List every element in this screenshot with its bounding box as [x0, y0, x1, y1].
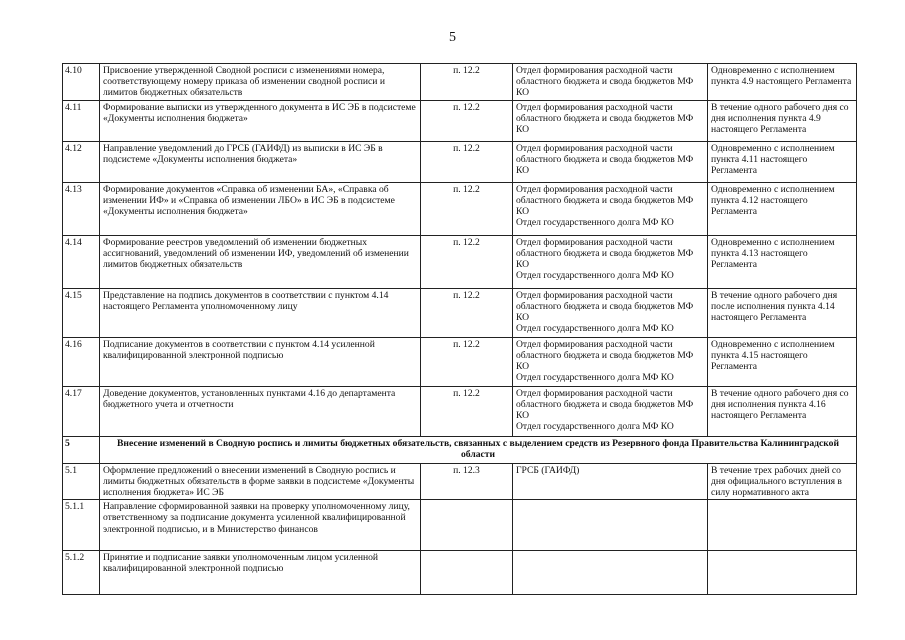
- item-number: 4.15: [63, 288, 100, 337]
- item-deadline: В течение одного рабочего дня после исполнения пункта 4.14 настоящего Регламента: [708, 288, 857, 337]
- item-reference: п. 12.3: [421, 463, 513, 500]
- item-action: Доведение документов, установленных пунктами 4.16 до департамента бюджетного учета и отчетности: [100, 386, 421, 436]
- item-reference: п. 12.2: [421, 337, 513, 386]
- item-number: 4.10: [63, 64, 100, 101]
- section-row: [63, 436, 857, 463]
- item-deadline: [708, 500, 857, 551]
- item-executor: Отдел формирования расходной части областного бюджета и свода бюджетов МФ КО Отдел государственного долга МФ КО: [513, 182, 708, 235]
- item-number: 4.16: [63, 337, 100, 386]
- table-body: [63, 64, 857, 595]
- item-reference: п. 12.2: [421, 64, 513, 101]
- item-action: Принятие и подписание заявки уполномоченным лицом усиленной квалифицированной электронной подписью: [100, 551, 421, 595]
- item-deadline: Одновременно с исполнением пункта 4.12 настоящего Регламента: [708, 182, 857, 235]
- table-row: [63, 64, 857, 101]
- item-executor: Отдел формирования расходной части областного бюджета и свода бюджетов МФ КО: [513, 64, 708, 101]
- table-row: [63, 100, 857, 141]
- item-reference: п. 12.2: [421, 141, 513, 182]
- table-row: [63, 288, 857, 337]
- item-reference: п. 12.2: [421, 182, 513, 235]
- item-reference: [421, 551, 513, 595]
- item-deadline: Одновременно с исполнением пункта 4.13 настоящего Регламента: [708, 235, 857, 288]
- item-reference: п. 12.2: [421, 386, 513, 436]
- item-number: 5.1: [63, 463, 100, 500]
- item-number: 5.1.1: [63, 500, 100, 551]
- item-action: Формирование документов «Справка об изменении БА», «Справка об изменении ИФ» и «Справка об изменении ЛБО» в ИС ЭБ в подсистеме «Документы исполнения бюджета»: [100, 182, 421, 235]
- item-number: 4.11: [63, 100, 100, 141]
- item-number: 5.1.2: [63, 551, 100, 595]
- page-number: 5: [449, 30, 456, 45]
- item-action: Присвоение утвержденной Сводной росписи с изменениями номера, соответствующему номеру приказа об изменении сводной росписи и лимитов бюджетных обязательств: [100, 64, 421, 101]
- item-deadline: В течение одного рабочего дня со дня исполнения пункта 4.9 настоящего Регламента: [708, 100, 857, 141]
- item-executor: Отдел формирования расходной части областного бюджета и свода бюджетов МФ КО Отдел государственного долга МФ КО: [513, 386, 708, 436]
- item-reference: п. 12.2: [421, 100, 513, 141]
- item-action: Направление уведомлений до ГРСБ (ГАИФД) из выписки в ИС ЭБ в подсистеме «Документы исполнения бюджета»: [100, 141, 421, 182]
- table-row: [63, 500, 857, 551]
- table-row: [63, 463, 857, 500]
- section-title: Внесение изменений в Сводную роспись и лимиты бюджетных обязательств, связанных с выделением средств из Резервного фонда Правительства Калининградской области: [100, 436, 857, 463]
- item-number: 4.14: [63, 235, 100, 288]
- item-executor: Отдел формирования расходной части областного бюджета и свода бюджетов МФ КО: [513, 100, 708, 141]
- item-number: 4.13: [63, 182, 100, 235]
- item-action: Формирование выписки из утвержденного документа в ИС ЭБ в подсистеме «Документы исполнения бюджета»: [100, 100, 421, 141]
- item-executor: [513, 551, 708, 595]
- regulation-table: [62, 63, 857, 595]
- item-reference: п. 12.2: [421, 235, 513, 288]
- item-action: Оформление предложений о внесении изменений в Сводную роспись и лимиты бюджетных обязательств в форме заявки в подсистеме «Документы исполнения бюджета» ИС ЭБ: [100, 463, 421, 500]
- item-executor: Отдел формирования расходной части областного бюджета и свода бюджетов МФ КО Отдел государственного долга МФ КО: [513, 337, 708, 386]
- item-executor: Отдел формирования расходной части областного бюджета и свода бюджетов МФ КО: [513, 141, 708, 182]
- item-deadline: Одновременно с исполнением пункта 4.11 настоящего Регламента: [708, 141, 857, 182]
- item-executor: Отдел формирования расходной части областного бюджета и свода бюджетов МФ КО Отдел государственного долга МФ КО: [513, 288, 708, 337]
- item-deadline: Одновременно с исполнением пункта 4.9 настоящего Регламента: [708, 64, 857, 101]
- item-number: 4.17: [63, 386, 100, 436]
- table-row: [63, 337, 857, 386]
- table-row: [63, 235, 857, 288]
- item-number: 4.12: [63, 141, 100, 182]
- item-executor: ГРСБ (ГАИФД): [513, 463, 708, 500]
- section-number: 5: [63, 436, 100, 463]
- table-row: [63, 182, 857, 235]
- item-reference: п. 12.2: [421, 288, 513, 337]
- table-row: [63, 141, 857, 182]
- item-reference: [421, 500, 513, 551]
- table-row: [63, 551, 857, 595]
- item-action: Подписание документов в соответствии с пунктом 4.14 усиленной квалифицированной электронной подписью: [100, 337, 421, 386]
- table-row: [63, 386, 857, 436]
- item-action: Формирование реестров уведомлений об изменении бюджетных ассигнований, уведомлений об изменении ИФ, уведомлений об изменении лимитов бюджетных обязательств: [100, 235, 421, 288]
- item-deadline: [708, 551, 857, 595]
- item-deadline: Одновременно с исполнением пункта 4.15 настоящего Регламента: [708, 337, 857, 386]
- item-action: Направление сформированной заявки на проверку уполномоченному лицу, ответственному за подписание документа усиленной квалифицированной электронной подписью, и в Министерство финансов: [100, 500, 421, 551]
- item-executor: Отдел формирования расходной части областного бюджета и свода бюджетов МФ КО Отдел государственного долга МФ КО: [513, 235, 708, 288]
- item-executor: [513, 500, 708, 551]
- item-deadline: В течение одного рабочего дня со дня исполнения пункта 4.16 настоящего Регламента: [708, 386, 857, 436]
- item-deadline: В течение трех рабочих дней со дня официального вступления в силу нормативного акта: [708, 463, 857, 500]
- item-action: Представление на подпись документов в соответствии с пунктом 4.14 настоящего Регламента уполномоченному лицу: [100, 288, 421, 337]
